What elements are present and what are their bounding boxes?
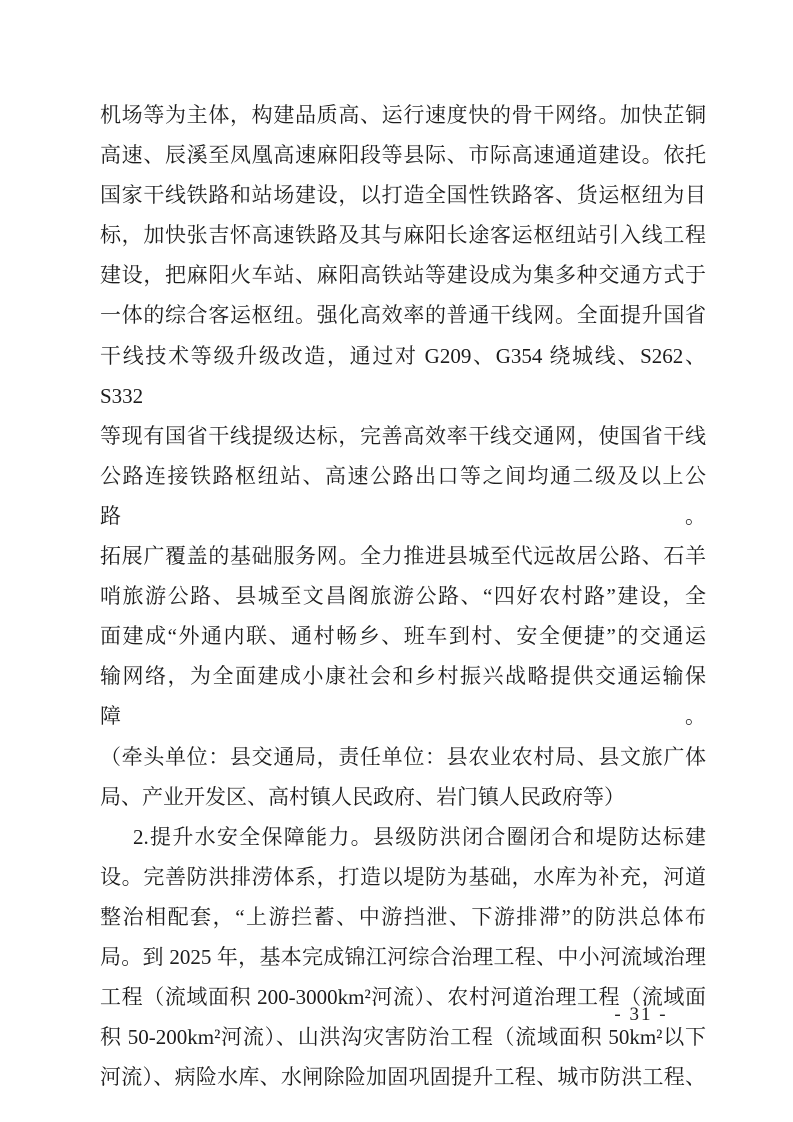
page-body-text <box>100 95 706 1097</box>
text-line: 标，加快张吉怀高速铁路及其与麻阳长途客运枢纽站引入线工程 <box>100 223 706 248</box>
text-line: 设。完善防洪排涝体系，打造以堤防为基础，水库为补充，河道 <box>100 864 706 889</box>
text-line: 等现有国省干线提级达标，完善高效率干线交通网，使国省干线 <box>100 423 706 448</box>
text-line: 积 50-200km²河流）、山洪沟灾害防治工程（流域面积 50km²以下 <box>100 1025 706 1050</box>
text-line: （牵头单位：县交通局，责任单位：县农业农村局、县文旅广体 <box>100 744 706 769</box>
text-line: 局。到 2025 年，基本完成锦江河综合治理工程、中小河流域治理 <box>100 944 706 969</box>
text-line: 哨旅游公路、县城至文昌阁旅游公路、“四好农村路”建设，全 <box>100 584 706 609</box>
text-line: 输网络，为全面建成小康社会和乡村振兴战略提供交通运输保障。 <box>100 664 706 729</box>
text-line: 建设，把麻阳火车站、麻阳高铁站等建设成为集多种交通方式于 <box>100 263 706 288</box>
text-line: 面建成“外通内联、通村畅乡、班车到村、安全便捷”的交通运 <box>100 624 706 649</box>
page-number: - 31 - <box>614 1004 668 1025</box>
text-line: 国家干线铁路和站场建设，以打造全国性铁路客、货运枢纽为目 <box>100 183 706 208</box>
text-line: 公路连接铁路枢纽站、高速公路出口等之间均通二级及以上公路。 <box>100 463 706 528</box>
text-line: 工程（流域面积 200-3000km²河流）、农村河道治理工程（流域面 <box>100 985 706 1010</box>
text-line: 高速、辰溪至凤凰高速麻阳段等县际、市际高速通道建设。依托 <box>100 143 706 168</box>
text-line: 机场等为主体，构建品质高、运行速度快的骨干网络。加快芷铜 <box>100 103 706 127</box>
text-line: 2.提升水安全保障能力。县级防洪闭合圈闭合和堤防达标建 <box>133 824 706 849</box>
text-line: 整治相配套，“上游拦蓄、中游挡泄、下游排滞”的防洪总体布 <box>100 904 706 929</box>
text-line: 河流）、病险水库、水闸除险加固巩固提升工程、城市防洪工程、 <box>100 1065 706 1090</box>
text-line: 一体的综合客运枢纽。强化高效率的普通干线网。全面提升国省 <box>100 303 706 328</box>
text-line: 局、产业开发区、高村镇人民政府、岩门镇人民政府等） <box>100 784 625 809</box>
text-line: 拓展广覆盖的基础服务网。全力推进县城至代远故居公路、石羊 <box>100 544 706 569</box>
text-line: 干线技术等级升级改造，通过对 G209、G354 绕城线、S262、S332 <box>100 343 706 408</box>
